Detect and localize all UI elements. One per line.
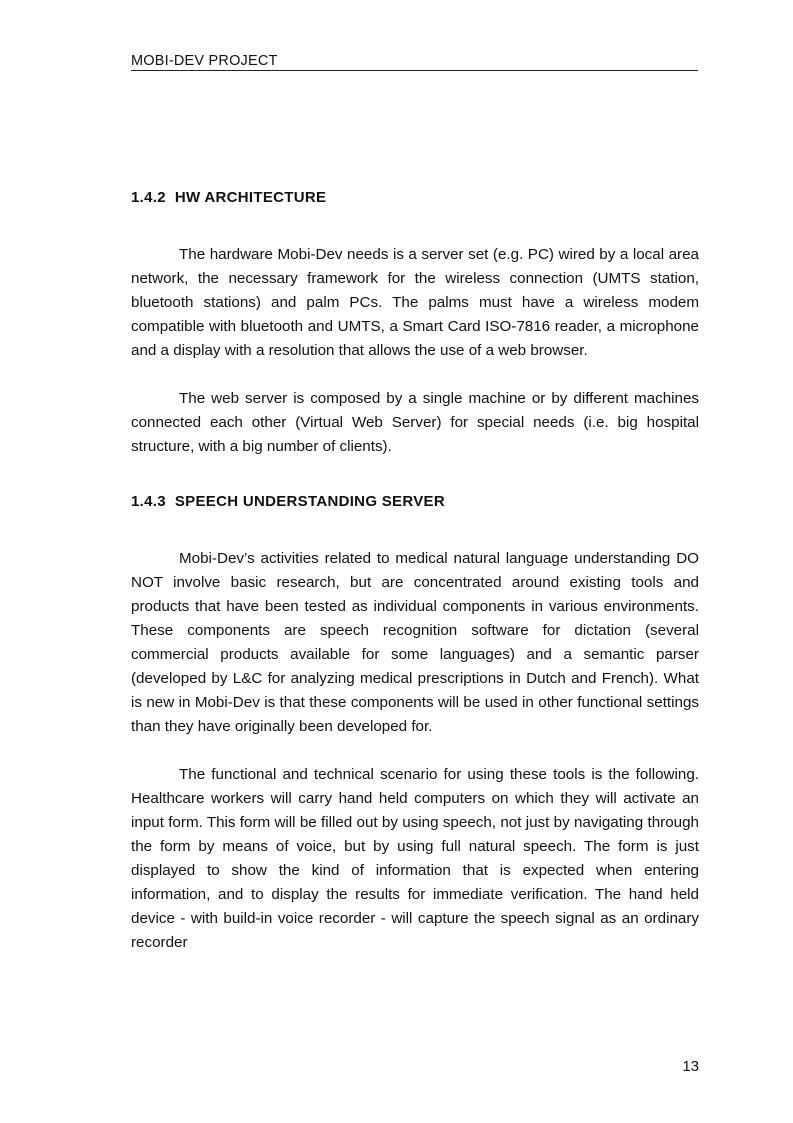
page-number: 13 bbox=[682, 1058, 699, 1075]
section-title: HW ARCHITECTURE bbox=[174, 189, 327, 206]
section-number: 1.4.3 bbox=[131, 493, 166, 510]
paragraph: The functional and technical scenario for using these tools is the following. Healthcare workers will carry hand held computers on which they will activate an input form. This form will be filled out by using speech, not just by navigating through the form by means of voice, but by using full natural speech. The form is just displayed to show the kind of information that is expected when entering information, and to display the results for immediate verification. The hand held device - with build-in voice recorder - will capture the speech signal as an ordinary recorder bbox=[131, 766, 699, 951]
paragraph: Mobi-Dev’s activities related to medical natural language understanding DO NOT involve basic research, but are concentrated around existing tools and products that have been tested as individual components in various environments. These components are speech recognition software for dictation (several commercial products available for some languages) and a semantic parser (developed by L&C for analyzing medical prescriptions in Dutch and French). What is new in Mobi-Dev is that these components will be used in other functional settings than they have originally been developed for. bbox=[131, 550, 699, 735]
section-heading-hw-architecture bbox=[131, 188, 326, 208]
section-heading-speech-understanding-server bbox=[131, 492, 445, 512]
running-header bbox=[131, 53, 698, 71]
running-header-title: MOBI-DEV PROJECT bbox=[131, 53, 278, 69]
section-number: 1.4.2 bbox=[131, 189, 166, 206]
paragraph: The web server is composed by a single machine or by different machines connected each other (Virtual Web Server) for special needs (i.e. big hospital structure, with a big number of clients). bbox=[131, 390, 699, 455]
paragraph: The hardware Mobi-Dev needs is a server set (e.g. PC) wired by a local area network, the necessary framework for the wireless connection (UMTS station, bluetooth stations) and palm PCs. The palms must have a wireless modem compatible with bluetooth and UMTS, a Smart Card ISO-7816 reader, a microphone and a display with a resolution that allows the use of a web browser. bbox=[131, 246, 699, 359]
section-title: SPEECH UNDERSTANDING SERVER bbox=[174, 493, 445, 510]
